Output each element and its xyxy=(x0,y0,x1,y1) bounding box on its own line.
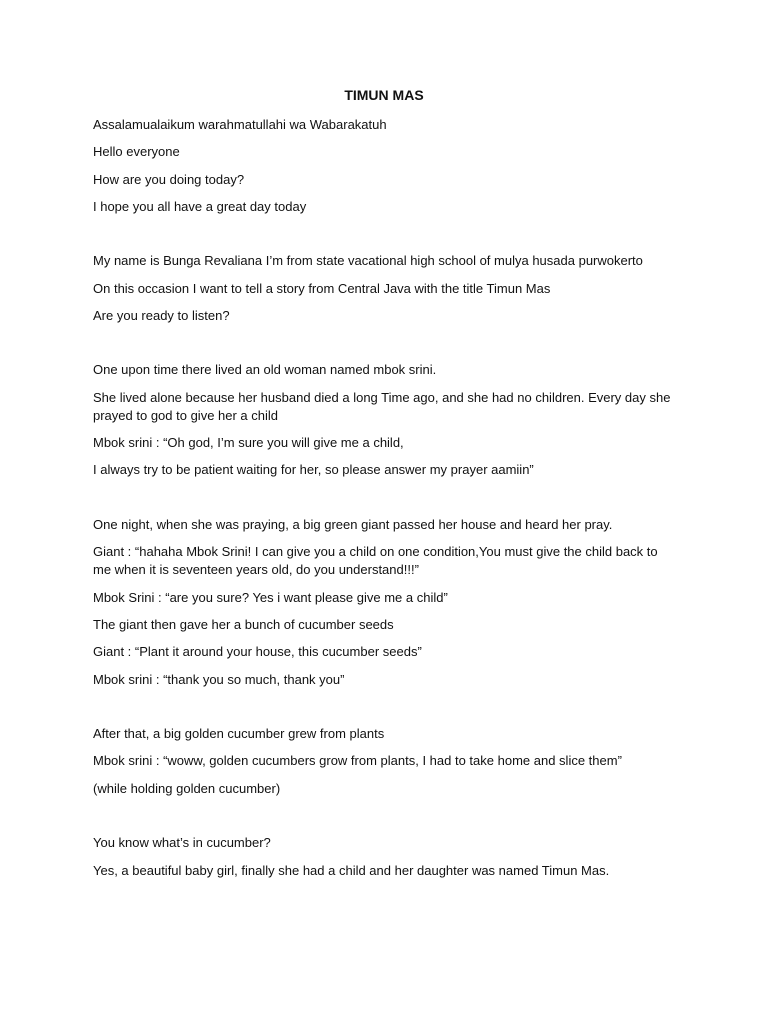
document-title: TIMUN MAS xyxy=(344,87,424,103)
paragraph-seeds: The giant then gave her a bunch of cucumber seeds xyxy=(93,617,394,632)
paragraph-giant-condition: Giant : “hahaha Mbok Srini! I can give you a child on one condition,You must give the child back to me when it is seventeen years old, do you understand!!!” xyxy=(93,544,658,577)
paragraph-holding: (while holding golden cucumber) xyxy=(93,781,281,796)
paragraph-prayer-1: Mbok srini : “Oh god, I’m sure you will give me a child, xyxy=(93,435,404,450)
paragraph-plant-it: Giant : “Plant it around your house, this cucumber seeds” xyxy=(93,644,422,659)
paragraph-greeting: Assalamualaikum warahmatullahi wa Wabarakatuh xyxy=(93,117,387,132)
paragraph-how-are-you: How are you doing today? xyxy=(93,172,245,187)
paragraph-occasion: On this occasion I want to tell a story from Central Java with the title Timun Mas xyxy=(93,281,551,296)
paragraph-thank-you: Mbok srini : “thank you so much, thank you” xyxy=(93,672,345,687)
paragraph-giant-passed: One night, when she was praying, a big green giant passed her house and heard her pray. xyxy=(93,517,613,532)
paragraph-great-day: I hope you all have a great day today xyxy=(93,199,307,214)
paragraph-woww: Mbok srini : “woww, golden cucumbers grow from plants, I had to take home and slice them” xyxy=(93,753,622,768)
paragraph-introduction: My name is Bunga Revaliana I’m from state vacational high school of mulya husada purwokerto xyxy=(93,253,643,268)
paragraph-prayer-2: I always try to be patient waiting for her, so please answer my prayer aamiin” xyxy=(93,462,534,477)
paragraph-baby-girl: Yes, a beautiful baby girl, finally she had a child and her daughter was named Timun Mas. xyxy=(93,863,610,878)
paragraph-ready: Are you ready to listen? xyxy=(93,308,230,323)
paragraph-story-start: One upon time there lived an old woman named mbok srini. xyxy=(93,362,437,377)
paragraph-hello: Hello everyone xyxy=(93,144,180,159)
paragraph-lived-alone: She lived alone because her husband died a long Time ago, and she had no children. Every day she prayed to god to give her a child xyxy=(93,390,671,423)
paragraph-golden-cucumber: After that, a big golden cucumber grew from plants xyxy=(93,726,385,741)
paragraph-mbok-sure: Mbok Srini : “are you sure? Yes i want please give me a child” xyxy=(93,590,448,605)
paragraph-whats-inside: You know what’s in cucumber? xyxy=(93,835,271,850)
